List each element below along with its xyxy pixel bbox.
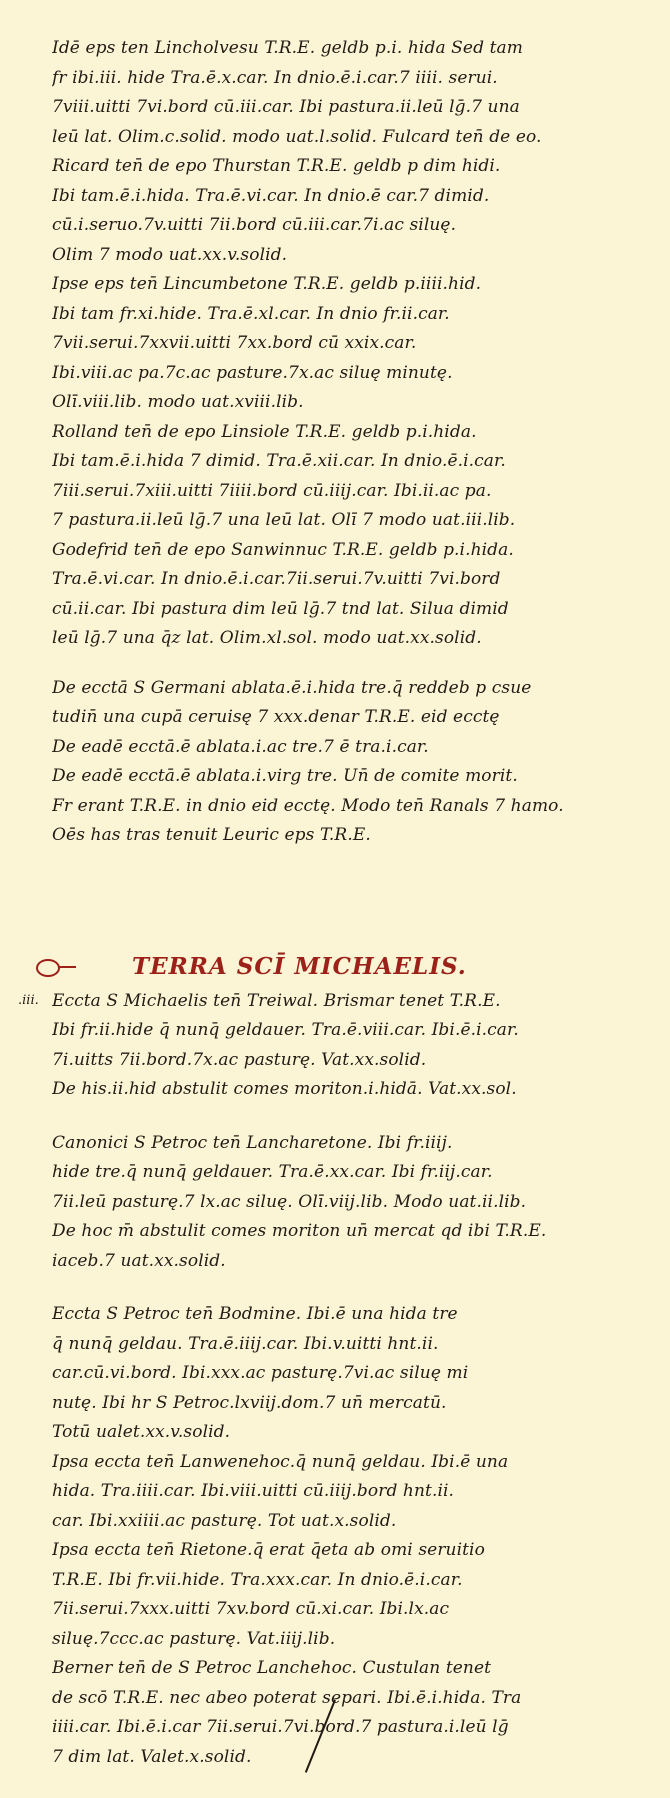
manuscript-line: Eccta S Michaelis ten̄ Treiwal. Brismar tenet T.R.E. [52, 990, 501, 1011]
manuscript-line: de scō T.R.E. nec abeo poterat separi. Ibi.ē.i.hida. Tra [52, 1687, 522, 1708]
manuscript-line: Ricard ten̄ de epo Thurstan T.R.E. geldb p dim hidi. [52, 156, 501, 176]
manuscript-line: Fr erant T.R.E. in dnio eid ecctę. Modo ten̄ Ranals 7 hamo. [52, 795, 564, 816]
section-canons-st-petroc [0, 1129, 670, 1277]
manuscript-line: Ibi tam.ē.i.hida 7 dimid. Tra.ē.xii.car. In dnio.ē.i.car. [52, 451, 506, 471]
manuscript-line: Ipsa eccta ten̄ Lanwenehoc.q̄ nunq̄ geldau. Ibi.ē una [52, 1451, 509, 1472]
manuscript-line: hida. Tra.iiii.car. Ibi.viii.uitti cū.iiij.bord hnt.ii. [52, 1481, 455, 1501]
manuscript-line: Berner ten̄ de S Petroc Lanchehoc. Custulan tenet [52, 1658, 492, 1678]
manuscript-line: 7i.uitts 7ii.bord.7x.ac pasturę. Vat.xx.solid. [52, 1049, 427, 1070]
manuscript-line: hide tre.q̄ nunq̄ geldauer. Tra.ē.xx.car. Ibi fr.iij.car. [52, 1162, 493, 1182]
manuscript-line: 7viii.uitti 7vi.bord cū.iii.car. Ibi pastura.ii.leū lḡ.7 una [52, 97, 520, 117]
manuscript-line: De eadē ecctā.ē ablata.i.ac tre.7 ē tra.i.car. [52, 736, 429, 757]
manuscript-line: car.cū.vi.bord. Ibi.xxx.ac pasturę.7vi.ac siluę mi [52, 1363, 469, 1383]
manuscript-line: T.R.E. Ibi fr.vii.hide. Tra.xxx.car. In dnio.ē.i.car. [52, 1569, 463, 1590]
manuscript-line: Olī.viii.lib. modo uat.xviii.lib. [52, 392, 304, 412]
manuscript-line: Ibi tam.ē.i.hida. Tra.ē.vi.car. In dnio.ē car.7 dimid. [52, 185, 490, 206]
manuscript-line: Ipsa eccta ten̄ Rietone.q̄ erat q̄eta ab omi seruitio [52, 1540, 485, 1560]
section-heading: TERRA SCĪ MICHAELIS. [132, 952, 467, 980]
paragraph-mark-icon [36, 959, 60, 977]
manuscript-line: car. Ibi.xxiiii.ac pasturę. Tot uat.x.solid. [52, 1510, 397, 1531]
manuscript-line: Godefrid ten̄ de epo Sanwinnuc T.R.E. geldb p.i.hida. [52, 539, 514, 560]
manuscript-line: 7 pastura.ii.leū lḡ.7 una leū lat. Olī 7 modo uat.iii.lib. [52, 510, 516, 530]
manuscript-line: Canonici S Petroc ten̄ Lancharetone. Ibi fr.iiij. [52, 1132, 453, 1153]
manuscript-line: siluę.7ccc.ac pasturę. Vat.iiij.lib. [52, 1628, 336, 1649]
section-st-michael [0, 987, 670, 1105]
manuscript-line: De ecctā S Germani ablata.ē.i.hida tre.q̄ reddeb p csue [52, 677, 532, 698]
manuscript-line: q̄ nunq̄ geldau. Tra.ē.iiij.car. Ibi.v.uitti hnt.ii. [52, 1333, 439, 1354]
manuscript-line: cū.ii.car. Ibi pastura dim leū lḡ.7 tnd lat. Silua dimid [52, 598, 509, 619]
manuscript-line: iaceb.7 uat.xx.solid. [52, 1250, 226, 1271]
section-st-germans [0, 674, 670, 851]
manuscript-line: leū lat. Olim.c.solid. modo uat.l.solid. Fulcard ten̄ de eo. [52, 126, 542, 147]
manuscript-line: Ibi.viii.ac pa.7c.ac pasture.7x.ac siluę minutę. [52, 362, 453, 383]
manuscript-line: iiii.car. Ibi.ē.i.car 7ii.serui.7vi.bord.7 pastura.i.leū lḡ [52, 1717, 509, 1737]
manuscript-line: leū lḡ.7 una q̄z lat. Olim.xl.sol. modo uat.xx.solid. [52, 628, 482, 648]
manuscript-line: 7ii.leū pasturę.7 lx.ac siluę. Olī.viij.lib. Modo uat.ii.lib. [52, 1191, 527, 1212]
manuscript-line: Ipse eps ten̄ Lincumbetone T.R.E. geldb p.iiii.hid. [52, 274, 482, 294]
manuscript-line: Oēs has tras tenuit Leuric eps T.R.E. [52, 825, 371, 845]
heading-row [0, 951, 670, 987]
manuscript-line: Eccta S Petroc ten̄ Bodmine. Ibi.ē una hida tre [52, 1304, 458, 1324]
manuscript-line: De hoc m̄ abstulit comes moriton un̄ mercat qd ibi T.R.E. [52, 1221, 547, 1241]
manuscript-line: Ibi tam fr.xi.hide. Tra.ē.xl.car. In dnio fr.ii.car. [52, 303, 450, 324]
manuscript-line: Rolland ten̄ de epo Linsiole T.R.E. geldb p.i.hida. [52, 421, 477, 442]
manuscript-line: Tra.ē.vi.car. In dnio.ē.i.car.7ii.serui.7v.uitti 7vi.bord [52, 569, 501, 589]
manuscript-line: 7iii.serui.7xiii.uitti 7iiii.bord cū.iiij.car. Ibi.ii.ac pa. [52, 480, 492, 501]
manuscript-line: 7ii.serui.7xxx.uitti 7xv.bord cū.xi.car. Ibi.lx.ac [52, 1599, 450, 1619]
manuscript-line: De his.ii.hid abstulit comes moriton.i.hidā. Vat.xx.sol. [52, 1079, 517, 1099]
manuscript-line: cū.i.seruo.7v.uitti 7ii.bord cū.iii.car.7i.ac siluę. [52, 215, 457, 235]
manuscript-line: 7 dim lat. Valet.x.solid. [52, 1746, 252, 1767]
section-bishop-lands [0, 34, 670, 654]
manuscript-line: Totū ualet.xx.v.solid. [52, 1422, 231, 1442]
manuscript-line: fr ibi.iii. hide Tra.ē.x.car. In dnio.ē.i.car.7 iiii. serui. [52, 67, 498, 88]
manuscript-line: Ibi fr.ii.hide q̄ nunq̄ geldauer. Tra.ē.viii.car. Ibi.ē.i.car. [52, 1020, 519, 1040]
manuscript-line: De eadē ecctā.ē ablata.i.virg tre. Un̄ de comite morit. [52, 766, 518, 786]
manuscript-line: 7vii.serui.7xxvii.uitti 7xx.bord cū xxix.car. [52, 333, 417, 353]
manuscript-line: tudin̄ una cupā ceruisę 7 xxx.denar T.R.E. eid ecctę [52, 707, 500, 727]
manuscript-line: nutę. Ibi hr S Petroc.lxviij.dom.7 un̄ mercatū. [52, 1392, 447, 1413]
manuscript-line: Olim 7 modo uat.xx.v.solid. [52, 244, 288, 265]
manuscript-line: Idē eps ten Lincholvesu T.R.E. geldb p.i. hida Sed tam [52, 38, 523, 58]
margin-numeral: .iii. [18, 992, 39, 1008]
